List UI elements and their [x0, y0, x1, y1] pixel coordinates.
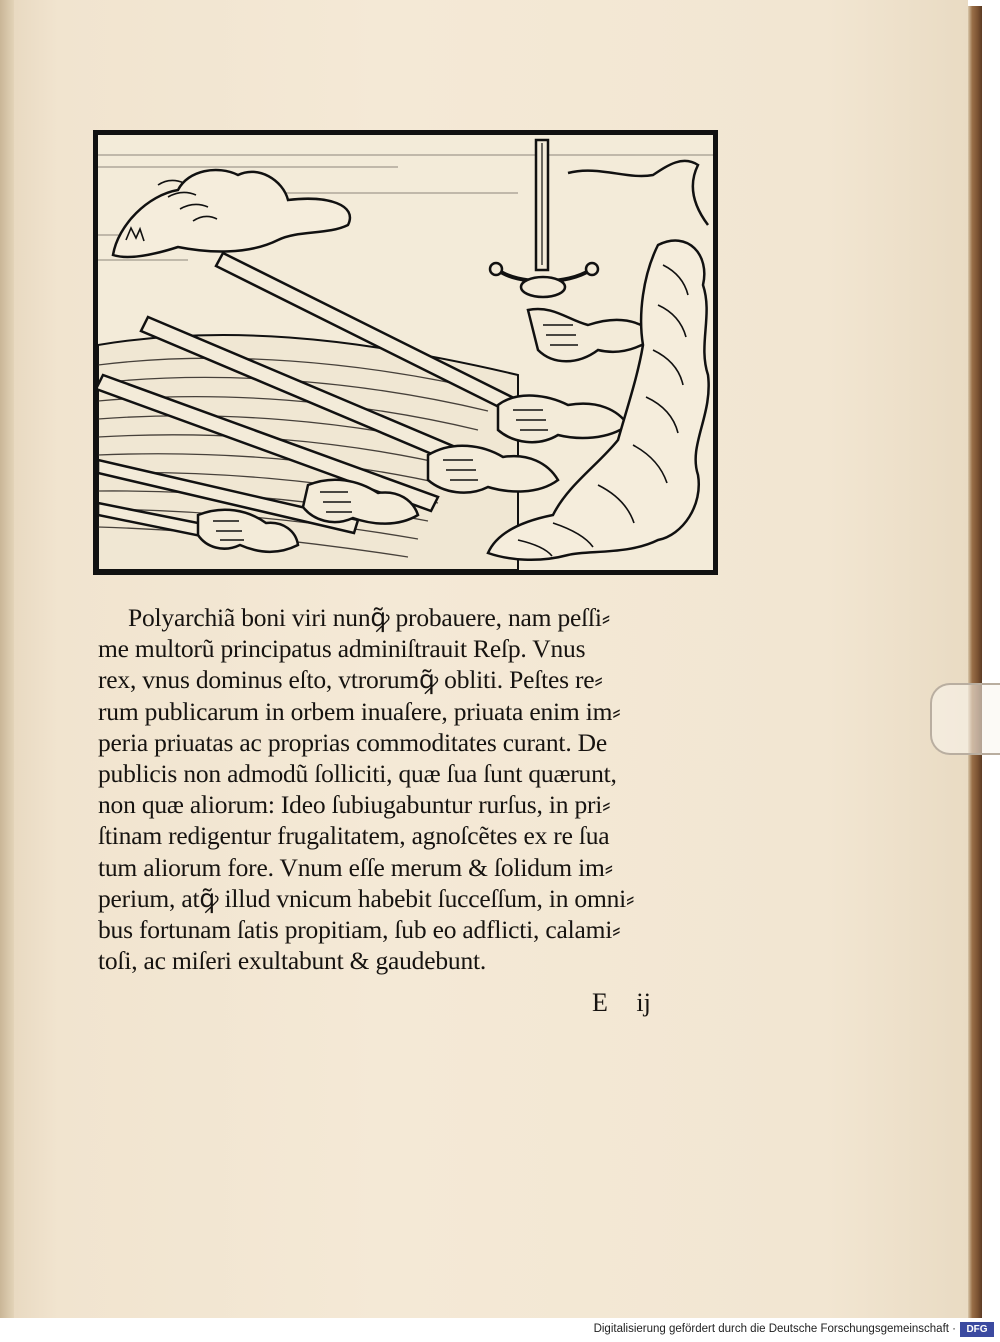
text-line: publicis non admodũ ſolliciti, quæ ſua ſunt quærunt, [98, 759, 617, 789]
text-line: me multorũ principatus adminiſtrauit Reſp. Vnus [98, 634, 586, 664]
woodcut-illustration [93, 130, 718, 575]
book-binding-edge [968, 6, 982, 1318]
signature-mark: E ij [592, 988, 651, 1017]
funding-notice: Digitalisierung gefördert durch die Deutsche Forschungsgemeinschaft · [593, 1323, 956, 1335]
text-line: bus fortunam ſatis propitiam, ſub eo adflicti, calami⸗ [98, 915, 621, 945]
text-line: tum aliorum fore. Vnum eſſe merum & ſolidum im⸗ [98, 852, 613, 882]
footer-bar [0, 1318, 1000, 1342]
page-clip-tab [930, 683, 1000, 755]
text-line: toſi, ac miſeri exultabunt & gaudebunt. [98, 946, 487, 976]
dfg-logo-icon: DFG [960, 1322, 994, 1337]
text-line: rum publicarum in orbem inuaſere, priuata enim im⸗ [98, 696, 621, 726]
page-gutter [0, 0, 14, 1318]
latin-text-block [98, 602, 758, 976]
text-line: perium, atꝙ̃ illud vnicum habebit ſucceſſum, in omni⸗ [98, 883, 635, 913]
text-line: rex, vnus dominus eſto, vtrorumꝙ̃ obliti. Peſtes re⸗ [98, 665, 603, 695]
text-line: peria priuatas ac proprias commoditates curant. De [98, 727, 608, 757]
woodcut-swords-image [98, 135, 713, 570]
text-line: Polyarchiã boni viri nunꝙ̃ probauere, nam peſſi⸗ [128, 603, 611, 632]
text-line: non quæ aliorum: Ideo ſubiugabuntur rurſus, in pri⸗ [98, 790, 611, 820]
text-line: ſtinam redigentur frugalitatem, agnoſcẽtes ex re ſua [98, 821, 610, 851]
